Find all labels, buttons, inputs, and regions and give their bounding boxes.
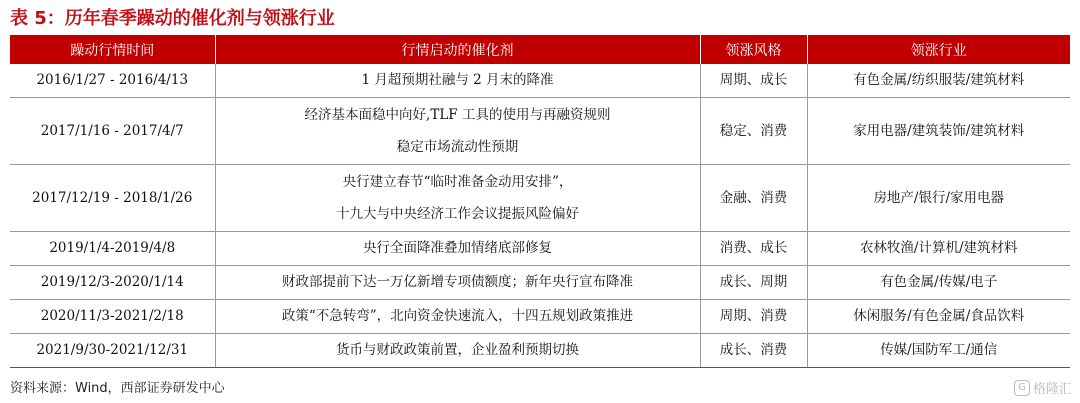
cell-style: 成长、消费 xyxy=(700,334,807,368)
header-catalyst: 行情启动的催化剂 xyxy=(215,35,700,64)
cell-industry: 休闲服务/有色金属/食品饮料 xyxy=(807,300,1070,334)
watermark-text: 格隆汇 xyxy=(1032,382,1072,397)
cell-industry: 有色金属/传媒/电子 xyxy=(807,266,1070,300)
cell-style: 成长、周期 xyxy=(700,266,807,300)
cell-style: 稳定、消费 xyxy=(700,98,807,165)
cell-industry: 房地产/银行/家用电器 xyxy=(807,165,1070,232)
catalyst-line: 稳定市场流动性预期 xyxy=(396,139,519,155)
table-header-row xyxy=(10,35,1070,64)
cell-industry: 有色金属/纺织服装/建筑材料 xyxy=(807,64,1070,98)
cell-catalyst: 央行全面降准叠加情绪底部修复 xyxy=(215,232,700,266)
cell-time: 2017/12/19 - 2018/1/26 xyxy=(10,165,215,232)
cell-time: 2019/1/4-2019/4/8 xyxy=(10,232,215,266)
cell-style: 周期、消费 xyxy=(700,300,807,334)
table-row xyxy=(10,98,1070,165)
cell-style: 消费、成长 xyxy=(700,232,807,266)
cell-time: 2020/11/3-2021/2/18 xyxy=(10,300,215,334)
catalyst-table xyxy=(10,35,1070,368)
cell-style: 金融、消费 xyxy=(700,165,807,232)
source-note: 资料来源：Wind，西部证券研发中心 xyxy=(10,381,225,396)
table-row xyxy=(10,266,1070,300)
cell-catalyst: 政策“不急转弯”，北向资金快速流入，十四五规划政策推进 xyxy=(215,300,700,334)
cell-industry: 传媒/国防军工/通信 xyxy=(807,334,1070,368)
cell-time: 2021/9/30-2021/12/31 xyxy=(10,334,215,368)
glh-logo-icon: G xyxy=(1014,380,1030,396)
cell-industry: 家用电器/建筑装饰/建筑材料 xyxy=(807,98,1070,165)
header-industry: 领涨行业 xyxy=(807,35,1070,64)
cell-catalyst xyxy=(215,98,700,165)
table-row xyxy=(10,334,1070,368)
cell-catalyst: 货币与财政政策前置，企业盈利预期切换 xyxy=(215,334,700,368)
cell-time: 2017/1/16 - 2017/4/7 xyxy=(10,98,215,165)
table-row xyxy=(10,165,1070,232)
cell-industry: 农林牧渔/计算机/建筑材料 xyxy=(807,232,1070,266)
table-title: 表 5：历年春季躁动的催化剂与领涨行业 xyxy=(10,8,335,29)
cell-time: 2019/12/3-2020/1/14 xyxy=(10,266,215,300)
catalyst-line: 十九大与中央经济工作会议提振风险偏好 xyxy=(336,206,579,222)
header-time: 躁动行情时间 xyxy=(10,35,215,64)
watermark xyxy=(1014,378,1072,397)
cell-catalyst: 1 月超预期社融与 2 月末的降准 xyxy=(215,64,700,98)
cell-catalyst xyxy=(215,165,700,232)
table-row xyxy=(10,300,1070,334)
header-style: 领涨风格 xyxy=(700,35,807,64)
cell-catalyst: 财政部提前下达一万亿新增专项债额度；新年央行宣布降准 xyxy=(215,266,700,300)
table-row xyxy=(10,64,1070,98)
catalyst-line: 央行建立春节“临时准备金动用安排”， xyxy=(342,174,573,190)
cell-style: 周期、成长 xyxy=(700,64,807,98)
table-row xyxy=(10,232,1070,266)
cell-time: 2016/1/27 - 2016/4/13 xyxy=(10,64,215,98)
catalyst-line: 经济基本面稳中向好,TLF 工具的使用与再融资规则 xyxy=(304,107,611,123)
